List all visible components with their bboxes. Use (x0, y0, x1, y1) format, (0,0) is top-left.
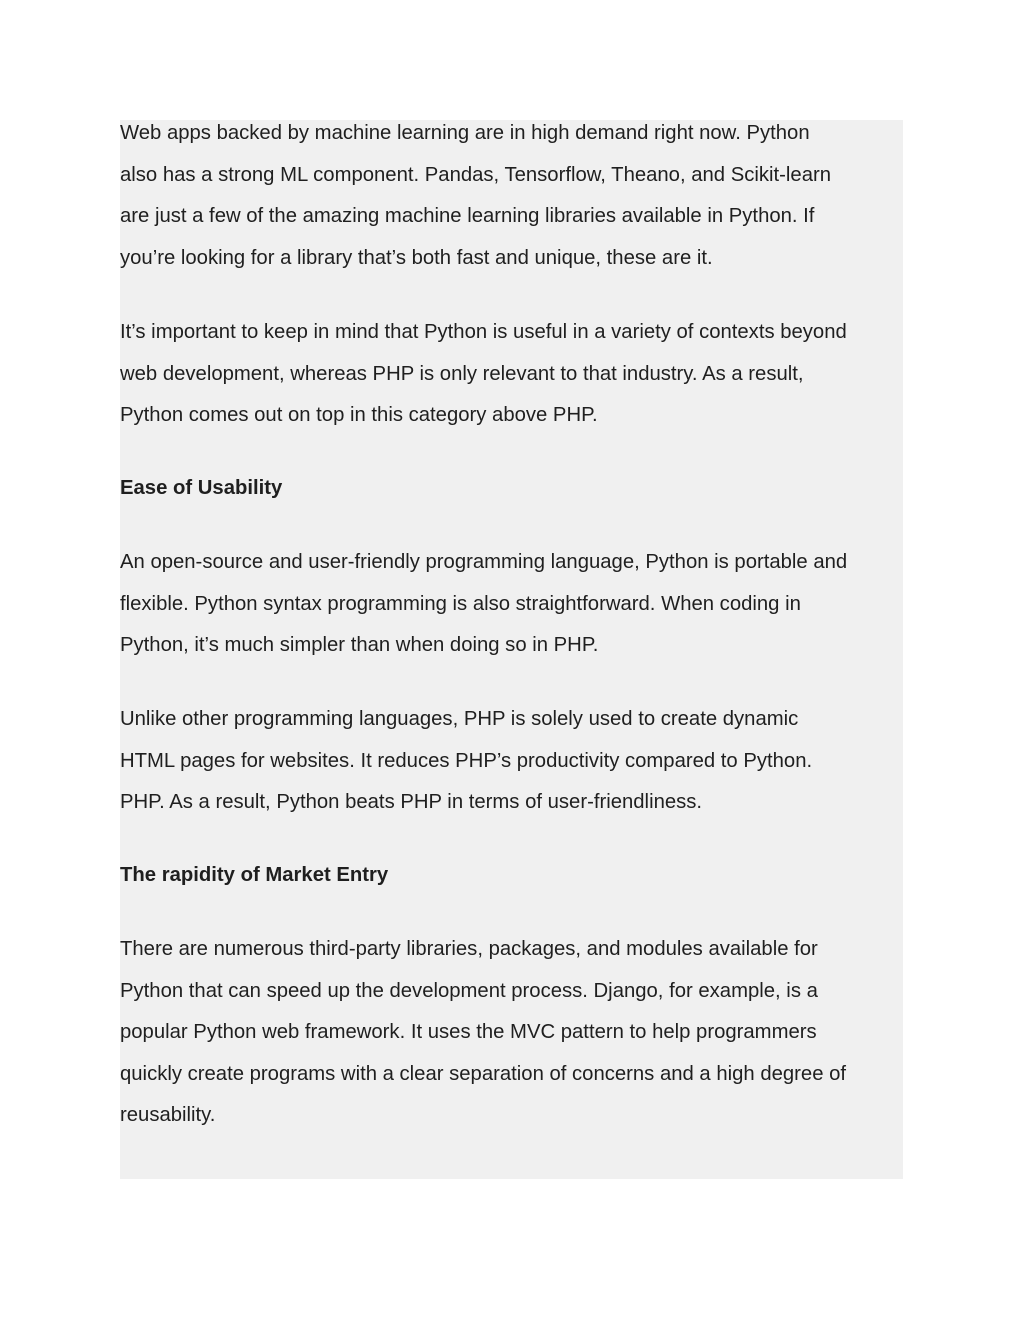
paragraph-python-usability (120, 542, 903, 667)
text-line: There are numerous third-party libraries, packages, and modules available for (120, 938, 818, 960)
text-line: PHP. As a result, Python beats PHP in terms of user-friendliness. (120, 791, 703, 814)
text-line: Python comes out on top in this category above PHP. (120, 404, 598, 427)
paragraph-ml-libraries (120, 113, 903, 279)
heading-market-entry (120, 855, 903, 897)
text-line: are just a few of the amazing machine learning libraries available in Python. If (120, 205, 815, 228)
text-line: Web apps backed by machine learning are in high demand right now. Python (120, 122, 810, 144)
text-line: quickly create programs with a clear separation of concerns and a high degree of (120, 1062, 847, 1085)
text-line: popular Python web framework. It uses the MVC pattern to help programmers (120, 1021, 817, 1044)
text-line: Python, it’s much simpler than when doing so in PHP. (120, 634, 599, 657)
paragraph-python-contexts (120, 312, 903, 437)
text-line: web development, whereas PHP is only relevant to that industry. As a result, (120, 362, 804, 385)
text-line: Python that can speed up the development process. Django, for example, is a (120, 979, 818, 1002)
text-line: An open-source and user-friendly programming language, Python is portable and (120, 551, 848, 573)
text-line: It’s important to keep in mind that Python is useful in a variety of contexts beyond (120, 321, 847, 343)
text-line: you’re looking for a library that’s both fast and unique, these are it. (120, 246, 713, 269)
heading-ease-of-usability (120, 468, 903, 510)
text-line: HTML pages for websites. It reduces PHP’s productivity compared to Python. (120, 749, 813, 772)
content-panel (120, 120, 903, 1179)
heading-text: The rapidity of Market Entry (120, 864, 389, 886)
text-line: also has a strong ML component. Pandas, Tensorflow, Theano, and Scikit-learn (120, 163, 832, 186)
heading-text: Ease of Usability (120, 477, 283, 499)
text-line: Unlike other programming languages, PHP is solely used to create dynamic (120, 708, 799, 730)
text-line: reusability. (120, 1104, 216, 1127)
paragraph-php-usability (120, 699, 903, 824)
paragraph-third-party-libraries (120, 929, 903, 1137)
text-line: flexible. Python syntax programming is also straightforward. When coding in (120, 592, 801, 615)
